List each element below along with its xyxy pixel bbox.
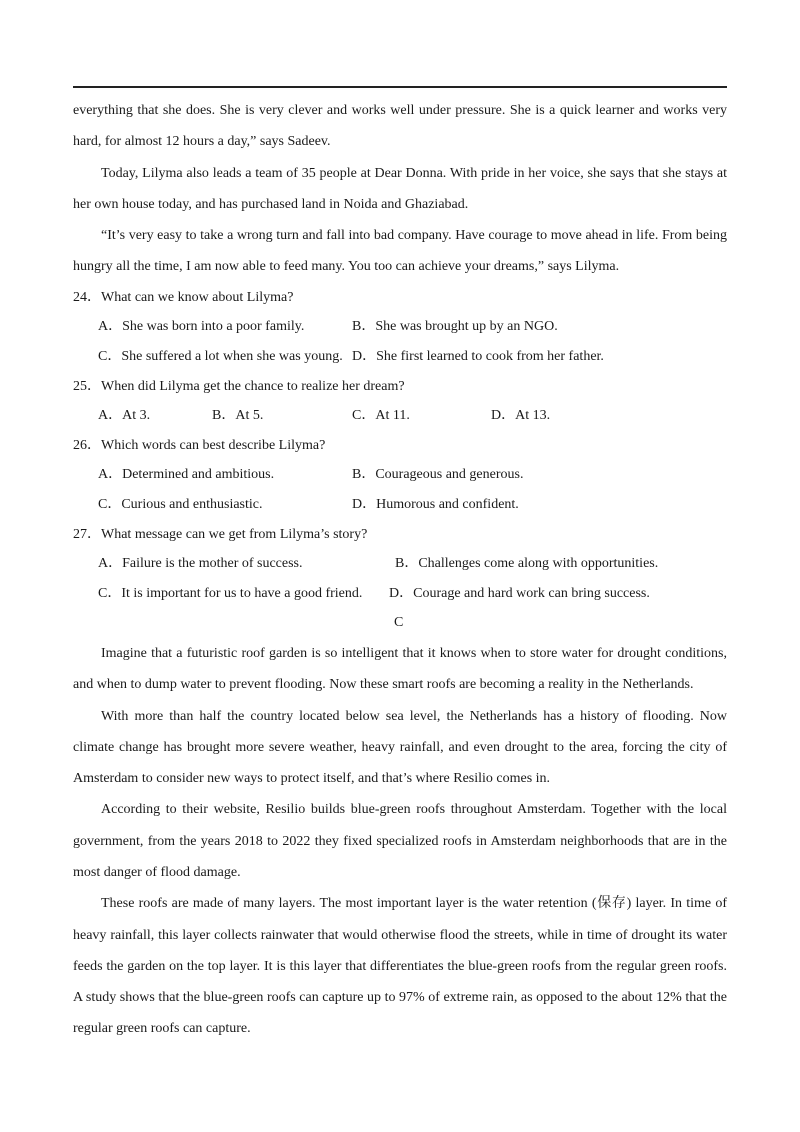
option-row — [73, 490, 727, 520]
option-d[interactable]: D．At 13. — [491, 408, 551, 424]
option-d[interactable]: D．She first learned to cook from her father. — [352, 348, 604, 364]
option-c[interactable]: C．It is important for us to have a good friend. — [98, 585, 363, 601]
option-row — [73, 460, 727, 490]
passage-b-paragraph: Today, Lilyma also leads a team of 35 people at Dear Donna. With pride in her voice, she says that she stays at her own house today, and has purchased land in Noida and Ghaziabad. — [73, 165, 727, 212]
passage-c-paragraph: With more than half the country located below sea level, the Netherlands has a history of flooding. Now climate change has brought more severe weather, heavy rainfall, and even drought to the area, forcing the city of Amsterdam to consider new ways to protect itself, and that’s where Resilio comes in. — [73, 708, 727, 787]
option-row — [73, 401, 727, 431]
option-a[interactable]: A．Determined and ambitious. — [98, 467, 275, 483]
question-24 — [73, 283, 727, 372]
option-b[interactable]: B．Challenges come along with opportunities. — [395, 556, 659, 572]
option-a[interactable]: A．At 3. — [98, 408, 151, 424]
option-b[interactable]: B．At 5. — [212, 408, 264, 424]
header-rule — [73, 86, 727, 88]
question-stem: 27．What message can we get from Lilyma’s story? — [73, 526, 368, 542]
option-d[interactable]: D．Courage and hard work can bring success. — [389, 585, 650, 601]
option-d[interactable]: D．Humorous and confident. — [352, 496, 519, 512]
question-26 — [73, 431, 727, 520]
option-row — [73, 579, 727, 609]
option-row — [73, 342, 727, 372]
option-b[interactable]: B．Courageous and generous. — [352, 467, 524, 483]
question-stem: 25．When did Lilyma get the chance to realize her dream? — [73, 378, 405, 394]
option-row — [73, 312, 727, 342]
passage-c-paragraph: These roofs are made of many layers. The most important layer is the water retention (保存) layer. In time of heavy rainfall, this layer collects rainwater that would otherwise flood the streets, while in time of drought its water feeds the garden on the top layer. It is this layer that differentiates the blue-green roofs from the regular green roofs. A study shows that the blue-green roofs can capture up to 97% of extreme rain, as opposed to the about 12% that the regular green roofs can capture. — [73, 896, 727, 1037]
option-c[interactable]: C．She suffered a lot when she was young. — [98, 348, 343, 364]
question-27 — [73, 520, 727, 609]
page-content — [73, 95, 727, 1045]
option-row — [73, 549, 727, 579]
passage-b-paragraph: “It’s very easy to take a wrong turn and fall into bad company. Have courage to move ahead in life. From being hungry all the time, I am now able to feed many. You too can achieve your dreams,” says Lilyma. — [73, 228, 727, 275]
option-a[interactable]: A．Failure is the mother of success. — [98, 556, 303, 572]
passage-c-paragraph: Imagine that a futuristic roof garden is so intelligent that it knows when to store water for drought conditions, and when to dump water to prevent flooding. Now these smart roofs are becoming a reality in the Netherlands. — [73, 645, 727, 693]
question-stem: 26．Which words can best describe Lilyma? — [73, 437, 326, 453]
option-b[interactable]: B．She was brought up by an NGO. — [352, 319, 558, 335]
question-25 — [73, 372, 727, 431]
passage-c-paragraph: According to their website, Resilio builds blue-green roofs throughout Amsterdam. Together with the local government, from the years 2018 to 2022 they fixed specialized roofs in Amsterdam neighborhoods that are in the most danger of flood damage. — [73, 802, 727, 880]
option-a[interactable]: A．She was born into a poor family. — [98, 319, 305, 335]
option-c[interactable]: C．At 11. — [352, 408, 410, 424]
question-stem: 24．What can we know about Lilyma? — [73, 289, 294, 305]
passage-b-paragraph: everything that she does. She is very clever and works well under pressure. She is a quick learner and works very hard, for almost 12 hours a day,” says Sadeev. — [73, 103, 727, 150]
option-c[interactable]: C．Curious and enthusiastic. — [98, 496, 263, 512]
section-c-label: C — [394, 615, 404, 631]
